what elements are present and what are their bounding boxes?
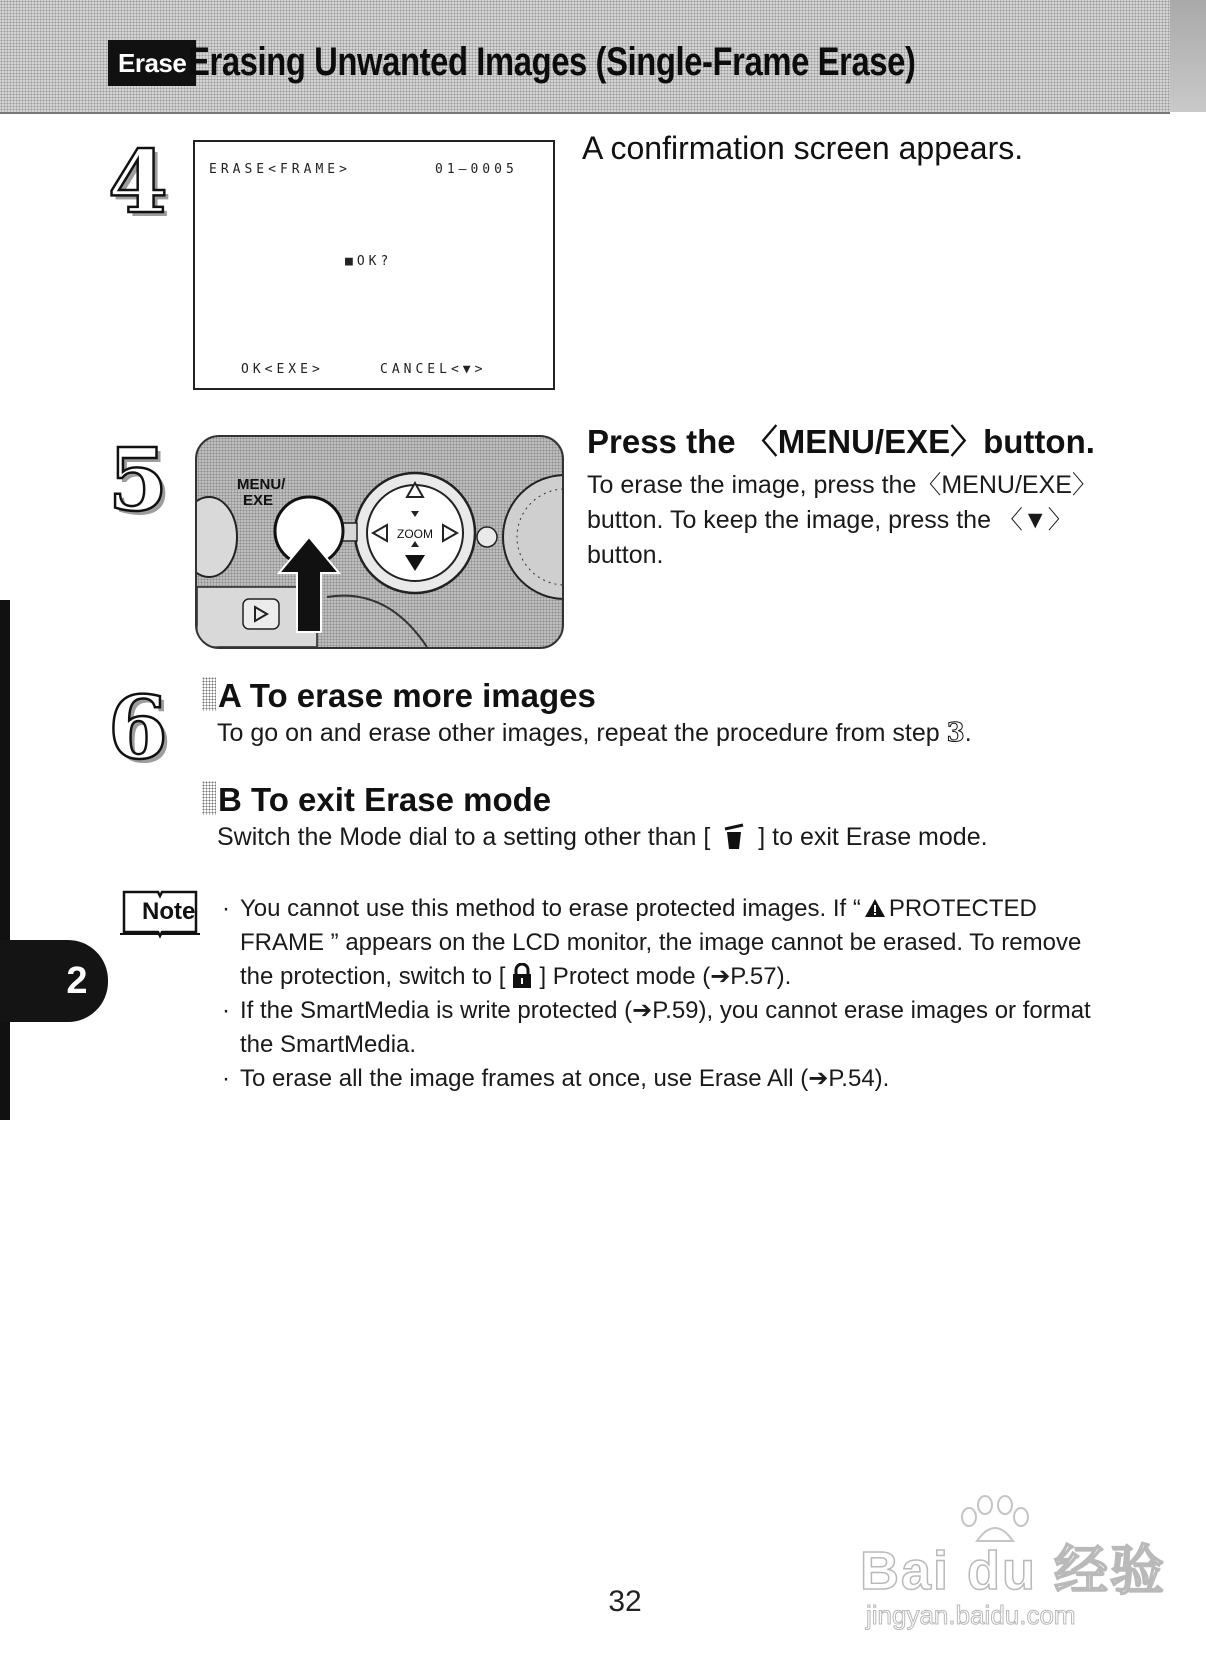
watermark-url: jingyan.baidu.com (866, 1600, 1076, 1630)
step-4-text: A confirmation screen appears. (582, 130, 1024, 166)
finger-outline (327, 596, 427, 647)
note-item-1-pre: You cannot use this method to erase protected images. If “ (240, 895, 861, 922)
note-item-protected (222, 892, 1117, 994)
step-6b-text-post: ] to exit Erase mode. (758, 823, 988, 851)
note-item-1-mid: PROTECTED FRAME ” appears on the LCD monitor, the image cannot be erased. To remove the protection, switch to [ (240, 895, 1082, 990)
lcd-confirmation-screen (193, 140, 555, 390)
note-item-1-post: ] Protect mode (➔P.57). (539, 963, 792, 990)
step-6a-body (217, 716, 972, 751)
shade-mark (202, 677, 216, 711)
step-6a-period: . (964, 719, 972, 747)
step-6b-heading: B To exit Erase mode (218, 781, 552, 818)
camera-drawing (197, 437, 562, 647)
left-margin-rule (0, 600, 10, 1120)
step-6a-heading: A To erase more images (218, 677, 596, 714)
step-6a-heading-row (202, 676, 596, 716)
lcd-ok-exe: OK<EXE> (241, 362, 324, 377)
dial-pin (477, 527, 497, 547)
step-6b-body (217, 820, 988, 855)
camera-side-button (197, 497, 237, 577)
lcd-cancel: CANCEL<▼> (380, 362, 487, 377)
note-badge (118, 888, 202, 940)
zoom-label: ZOOM (397, 527, 433, 541)
trash-icon (721, 821, 747, 851)
shade-mark (202, 781, 216, 815)
step-5-number: 5 (108, 430, 168, 531)
page-title: Erasing Unwanted Images (Single-Frame Erase) (188, 40, 916, 84)
watermark-brand: Bai du 经验 (860, 1541, 1167, 1601)
step-6a-text: To go on and erase other images, repeat the procedure from step (217, 719, 940, 747)
lcd-frame-number: 01–0005 (435, 162, 518, 177)
exe-label: EXE (243, 492, 274, 509)
note-item-erase-all: · To erase all the image frames at once, use Erase All (➔P.54). (222, 1062, 1117, 1096)
step-6b-text-pre: Switch the Mode dial to a setting other than [ (217, 823, 711, 851)
step-5-heading: Press the 〈MENU/EXE〉button. (587, 423, 1095, 460)
lock-icon (510, 963, 534, 989)
step-ref-3: 3 (946, 718, 965, 748)
note-item-write-protect: · If the SmartMedia is write protected (➔P.59), you cannot erase images or format the SmartMedia. (222, 994, 1117, 1062)
lcd-erase-frame-label: ERASE<FRAME> (209, 162, 351, 177)
mode-dial (503, 475, 562, 599)
page-edge-shadow (1170, 0, 1206, 112)
lcd-ok-prompt: ■OK? (345, 254, 393, 269)
step-6-number: 6 (108, 678, 168, 779)
warning-triangle-icon (864, 898, 886, 918)
page-number: 32 (608, 1585, 642, 1618)
step-4-number: 4 (108, 132, 168, 233)
note-list (222, 892, 1117, 1096)
section-tag: Erase (108, 40, 196, 86)
chapter-tab: 2 (0, 940, 108, 1022)
play-button (243, 599, 279, 629)
step-5-body: To erase the image, press the〈MENU/EXE〉 button. To keep the image, press the 〈▼〉 button. (587, 471, 1097, 569)
step-6b-heading-row (202, 780, 551, 820)
note-label: Note (142, 898, 196, 925)
menu-label: MENU/ (237, 476, 286, 493)
camera-back-illustration (195, 435, 564, 649)
